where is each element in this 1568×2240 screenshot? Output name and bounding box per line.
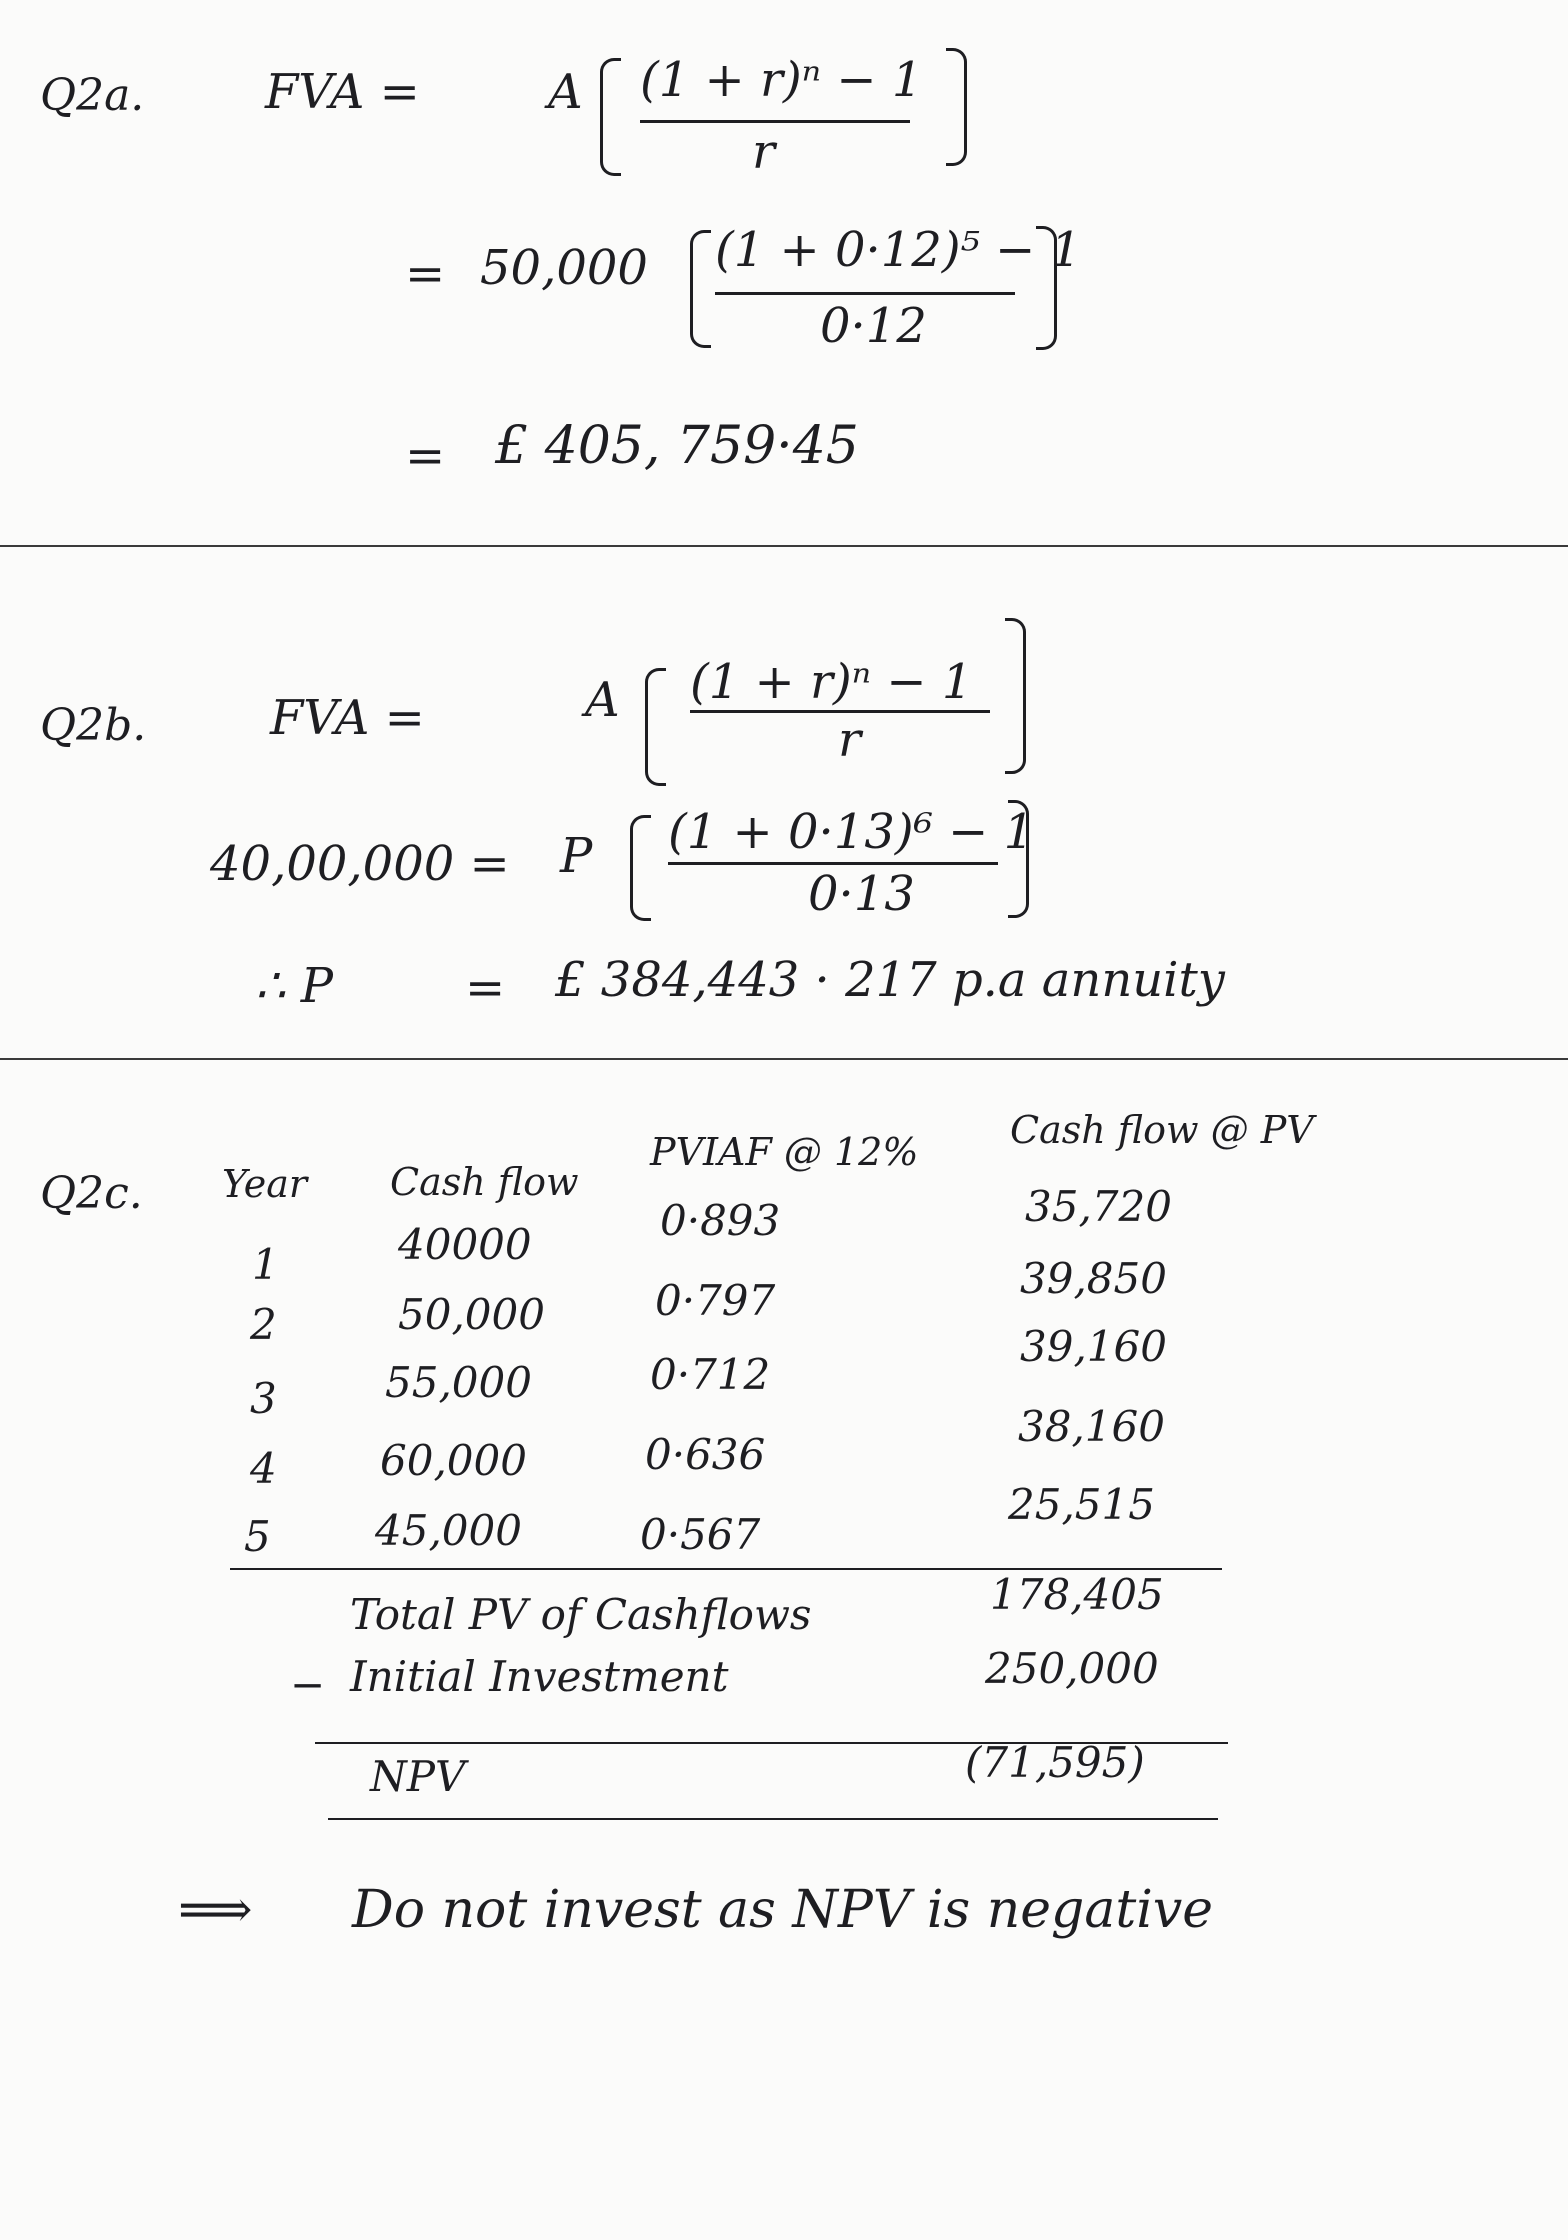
q2b-fraction-bar-2: [668, 862, 998, 865]
q2b-equals-3: =: [465, 960, 506, 1016]
table-cell-cash-flow: 50,000: [398, 1290, 545, 1339]
conclusion-text: Do not invest as NPV is negative: [352, 1880, 1213, 1940]
q2b-bracket-left: [645, 668, 666, 786]
table-cell-cash-flow: 60,000: [380, 1436, 527, 1485]
q2b-bracket-left-2: [630, 815, 651, 921]
initial-investment-label: Initial Investment: [350, 1652, 729, 1701]
q2a-bracket-left: [600, 58, 621, 176]
q2b-bracket-right-2: [1008, 800, 1029, 918]
q2b-bracket-right: [1005, 618, 1026, 774]
table-cell-factor: 0·636: [645, 1430, 766, 1479]
q2b-substituted-denominator: 0·13: [808, 866, 915, 922]
q2b-result: £ 384,443 · 217 p.a annuity: [555, 952, 1225, 1008]
q2a-fva-lhs: FVA =: [265, 64, 420, 120]
q2b-future-value: 40,00,000 =: [210, 836, 510, 892]
q2a-equals-3: =: [405, 428, 446, 484]
npv-label: NPV: [370, 1752, 466, 1801]
q2b-coefficient-a: A: [585, 672, 620, 728]
q2a-bracket-right: [946, 48, 967, 166]
table-cell-cash-flow: 40000: [398, 1220, 532, 1269]
q2a-substituted-numerator: (1 + 0·12)⁵ − 1: [715, 222, 1082, 278]
q2a-equals-2: =: [405, 246, 446, 302]
q2b-coefficient-p: P: [560, 828, 593, 884]
table-cell-year: 3: [250, 1374, 277, 1423]
q2a-substituted-denominator: 0·12: [820, 298, 927, 354]
q2b-fva-lhs: FVA =: [270, 690, 425, 746]
q2a-label: Q2a.: [40, 70, 145, 121]
header-year: Year: [222, 1162, 308, 1206]
table-cell-year: 5: [244, 1512, 271, 1561]
table-cell-factor: 0·712: [650, 1350, 771, 1399]
implies-arrow-icon: ⟹: [178, 1880, 253, 1940]
q2a-fraction-bar-2: [715, 292, 1015, 295]
minus-sign: −: [290, 1660, 326, 1709]
q2a-formula-denominator: r: [752, 124, 775, 180]
npv-value: (71,595): [965, 1738, 1145, 1787]
q2a-formula-numerator: (1 + r)ⁿ − 1: [640, 52, 923, 108]
table-cell-year: 4: [250, 1444, 277, 1493]
section-divider-1: [0, 545, 1568, 547]
table-cell-cash-flow: 55,000: [385, 1358, 532, 1407]
q2b-substituted-numerator: (1 + 0·13)⁶ − 1: [668, 804, 1035, 860]
q2a-coefficient-a: A: [548, 64, 583, 120]
section-divider-2: [0, 1058, 1568, 1060]
q2c-label: Q2c.: [40, 1168, 143, 1219]
table-cell-pv: 39,850: [1020, 1254, 1167, 1303]
table-cell-factor: 0·567: [640, 1510, 761, 1559]
header-cash-flow: Cash flow: [390, 1160, 579, 1204]
table-cell-year: 2: [250, 1300, 277, 1349]
header-pviaf: PVIAF @ 12%: [650, 1130, 919, 1174]
table-cell-pv: 35,720: [1025, 1182, 1172, 1231]
q2a-bracket-left-2: [690, 230, 711, 348]
table-cell-pv: 25,515: [1008, 1480, 1155, 1529]
table-cell-pv: 39,160: [1020, 1322, 1167, 1371]
q2a-result: £ 405, 759·45: [495, 416, 859, 476]
q2b-formula-numerator: (1 + r)ⁿ − 1: [690, 654, 973, 710]
table-cell-factor: 0·797: [655, 1276, 776, 1325]
q2a-fraction-bar: [640, 120, 910, 123]
table-cell-factor: 0·893: [660, 1196, 781, 1245]
table-cell-cash-flow: 45,000: [375, 1506, 522, 1555]
q2b-formula-denominator: r: [838, 712, 861, 768]
q2a-bracket-right-2: [1036, 226, 1057, 350]
total-pv-label: Total PV of Cashflows: [350, 1590, 812, 1639]
table-cell-year: 1: [252, 1240, 279, 1289]
q2b-therefore-p: ∴ P: [255, 958, 334, 1014]
q2b-label: Q2b.: [40, 700, 147, 751]
table-cell-pv: 38,160: [1018, 1402, 1165, 1451]
table-bottom-rule: [328, 1818, 1218, 1820]
total-pv-value: 178,405: [990, 1570, 1164, 1619]
initial-investment-value: 250,000: [985, 1644, 1159, 1693]
q2a-annuity-amount: 50,000: [480, 240, 648, 296]
header-cash-flow-pv: Cash flow @ PV: [1010, 1108, 1314, 1152]
